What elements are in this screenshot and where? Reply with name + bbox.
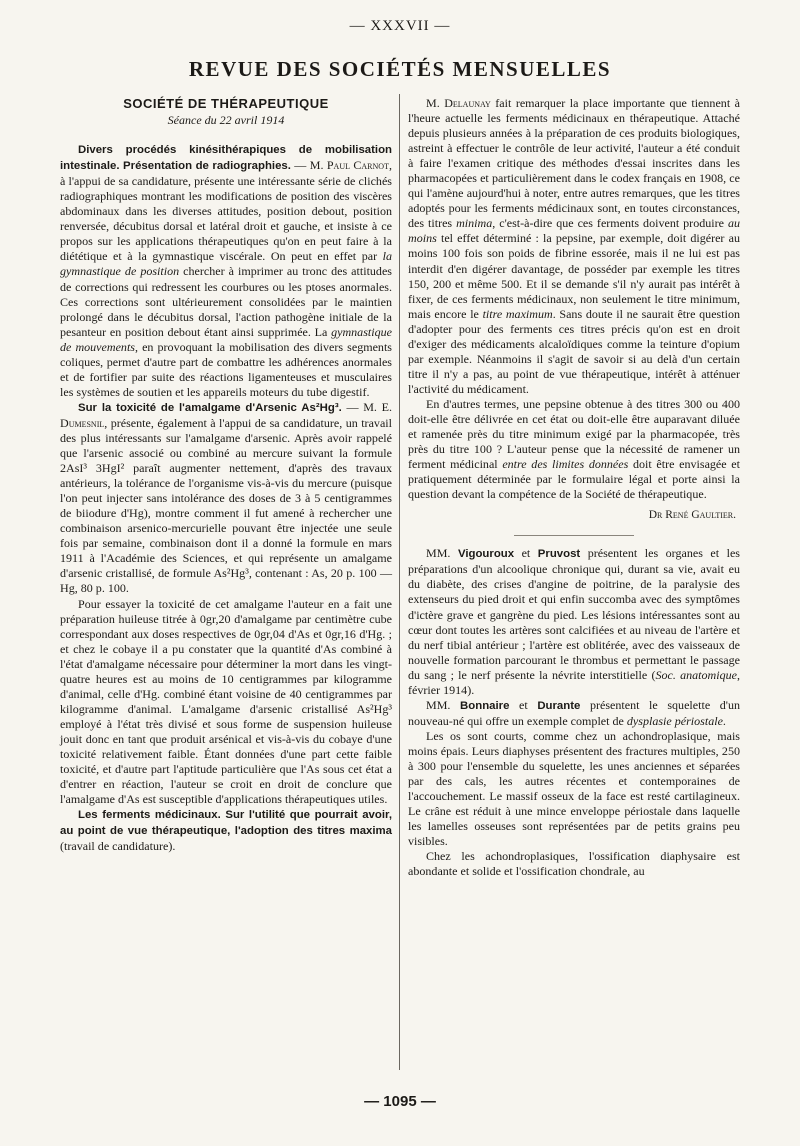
- author-name: M. Delaunay: [426, 96, 491, 110]
- author-name: Durante: [537, 699, 581, 712]
- article-paragraph-kinesitherapy: Divers procédés kinésithérapiques de mobilisation intestinale. Présentation de radiographies. — M. Paul Carnot, à l'appui de sa candidature, présente une intéressante série de clichés radiographiques montrant les modifications de position des viscères abdominaux dans les diverses attitudes, position debout, position renversée, décubitus dorsal et latéral droit et gauche, et insiste à ce propos sur les applications thérapeutiques qu'on en peut faire à la diététique et à la gymnastique viscérale. On peut en effet par la gymnastique de position chercher à imprimer au tronc des attitudes de corrections qui redressent les courbures ou les ptoses anormales. Ces corrections sont ultérieurement consolidées par le maintien prolongé dans le décubitus dorsal, l'action pathogène initiale de la pesanteur en position debout étant ainsi supprimée. La gymnastique de mouvements, en provoquant la mobilisation des divers segments coliques, permet d'autre part de combattre les adhérences anormales et de fortifier par suite des réactions ligamenteuses et musculaires les systèmes de soutien et les appareils moteurs du tube digestif.: [60, 144, 392, 399]
- section-title: SOCIÉTÉ DE THÉRAPEUTIQUE: [123, 96, 329, 111]
- session-date: Séance du 22 avril 1914: [167, 113, 285, 128]
- author-name: Pruvost: [537, 548, 581, 561]
- article-paragraph-bones: Les os sont courts, comme chez un achondroplasique, mais moins épais. Leurs diaphyses présentent des fractures multiples, 250 à 300 pour l'ensemble du squelette, les unes anciennes et séparées par des cals, les autres récentes et contemporaines de l'accouchement. Le massif osseux de la face est resté cartilagineux. Le crâne est réduit à une mince enveloppe périostale dans laquelle les lamelles osseuses sont représentées par de petits grains peu visibles.: [408, 728, 740, 849]
- article-paragraph-arsenic: Sur la toxicité de l'amalgame d'Arsenic As²Hg³. — M. E. Dumesnil, présente, également à l'appui de sa candidature, un travail des plus intéressants sur l'amalgame d'arsenic. Après avoir rappelé que l'arsenic associé ou combiné au mercure suivant la formule 2AsI³ 3HgI² paraît augmenter nettement, d'après des travaux antérieurs, la tolérance de l'organisme vis-à-vis du mercure (puisque l'on peut injecter sans intolérance des doses de 3 à 5 centigrammes de biiodure d'Hg), montre comment il fut amené à rechercher une combinaison arsenico-mercurielle pouvant être injectée une seule fois par semaine, combinaison dont il a donné la formule en mars 1911 à l'Académie des Sciences, et qui représente un amalgame d'arsenic cristallisé, de formule As²Hg³, contenant : As, 20 p. 100 — Hg, 80 p. 100.: [60, 399, 392, 596]
- author-name: Bonnaire: [460, 699, 510, 712]
- article-heading: Sur la toxicité de l'amalgame d'Arsenic As²Hg³.: [78, 401, 342, 414]
- author-name: Paul Carnot: [326, 158, 389, 173]
- two-column-body: [60, 96, 740, 879]
- right-column: [401, 96, 740, 879]
- journal-title: REVUE DES SOCIÉTÉS MENSUELLES: [188, 57, 612, 81]
- article-paragraph-vigouroux: MM. Vigouroux et Pruvost présentent les organes et les préparations d'un alcoolique chronique qui, durant sa vie, avait eu du diabète, des crises d'angine de poitrine, de la paralysie des extenseurs du pied droit et qui enfin succomba avec des symptômes d'ictère grave et gangrène du pied. Les lésions intéressantes sont au cœur dont toutes les artères sont calcifiées et au niveau de l'artère et du nerf tibial antérieur ; l'artère est oblitérée, avec des vaisseaux de nouvelle formation parcourant le thrombus et permettant le passage du sang ; le nerf présente la névrite interstitielle (Soc. anatomique, février 1914).: [408, 546, 740, 697]
- article-paragraph-achondroplasia: Chez les achondroplasiques, l'ossification diaphysaire est abondante et solide et l'ossification chondrale, au: [408, 849, 740, 879]
- page-number: — 1095 —: [364, 1093, 436, 1110]
- article-paragraph-ferments-heading: Les ferments médicinaux. Sur l'utilité que pourrait avoir, au point de vue thérapeutique, l'adoption des titres maxima (travail de candidature).: [60, 809, 392, 854]
- author-name: Dumesnil: [60, 415, 105, 430]
- article-paragraph-delaunay: M. Delaunay fait remarquer la place importante que tiennent à l'heure actuelle les ferments médicinaux en thérapeutique. Attaché depuis plusieurs années à la préparation de ces produits biologiques, astreint à effectuer le contrôle de leur activité, l'auteur a été conduit à faire l'examen critique des méthodes d'essai inscrites dans les pharmacopées et particulièrement dans le codex français en 1908, ce qui l'amène aujourd'hui à noter, entre autres remarques, que les titres adoptés pour les ferments médicinaux sont, en toutes circonstances, des titres minima, c'est-à-dire que ces ferments doivent produire au moins tel effet déterminé : la pepsine, par exemple, doit digérer au moins 100 fois son poids de fibrine essorée, mais il ne lui est pas interdit d'en digérer davantage, de posséder par exemple les titres 150, 200 et même 500. Et il se demande s'il n'y aurait pas intérêt à fixer, de ces ferments médicinaux, non seulement le titre minimum, mais encore le titre maximum. Sans doute il ne saurait être question d'adopter pour des ferments ces titres précis qu'on est en droit d'exiger des médicaments alcaloïdiques comme la teinture d'opium par exemple. Néanmoins il s'agit de savoir si au delà d'un certain titre il n'y a pas, au point de vue thérapeutique, intérêt à atténuer l'activité du médicament.: [408, 96, 740, 396]
- roman-page-number: — XXXVII —: [349, 18, 451, 34]
- left-column: [60, 96, 399, 879]
- article-paragraph-toxicity: Pour essayer la toxicité de cet amalgame l'auteur en a fait une préparation huileuse titrée à 0gr,20 d'amalgame par centimètre cube correspondant aux doses respectives de 0gr,04 d'As et 0gr,16 d'Hg. ; et chez le cobaye il a pu constater que la quantité d'As combiné à l'état d'amalgame nécessaire pour déterminer la mort dans les vingt-quatre heures est au moins de 10 centigrammes par kilogramme d'animal, celle d'Hg. combiné étant voisine de 40 centigrammes par kilogramme d'animal. L'amalgame d'arsenic cristallisé As²Hg³ employé à l'état très divisé et sous forme de suspension huileuse jouit donc en tant que produit arsénical et vis-à-vis du cobaye d'une toxicité relativement faible. Étant données d'une part cette faible toxicité, et d'autre part l'aptitude particulière que l'As sous cet état a d'entrer en réaction, l'auteur se croit en droit de conclure que l'amalgame d'As est susceptible d'applications thérapeutiques utiles.: [60, 596, 392, 807]
- article-paragraph-bonnaire: MM. Bonnaire et Durante présentent le squelette d'un nouveau-né qui offre un exemple complet de dysplasie périostale.: [408, 697, 741, 728]
- article-paragraph-pepsine: En d'autres termes, une pepsine obtenue à des titres 300 ou 400 doit-elle être délivrée en cet état ou doit-elle être auparavant diluée et ramenée près du titre minimum exigé par la pharmacopée, très près du titre 100 ? L'auteur pense que la nécessité de ramener un ferment médicinal entre des limites données doit être envisagée et pratiquement déterminée par le formulaire légal et porte ainsi la question devant la compétence de la Société de thérapeutique.: [408, 396, 741, 502]
- article-heading: Divers procédés kinésithérapiques de mobilisation intestinale. Présentation de radiographies.: [60, 144, 392, 173]
- article-heading: Les ferments médicinaux. Sur l'utilité que pourrait avoir, au point de vue thérapeutique, l'adoption des titres maxima: [60, 809, 392, 838]
- signature: Dr René Gaultier.: [648, 509, 736, 522]
- section-separator: [514, 535, 634, 536]
- author-name: Vigouroux: [457, 548, 515, 561]
- column-divider: [399, 94, 400, 1070]
